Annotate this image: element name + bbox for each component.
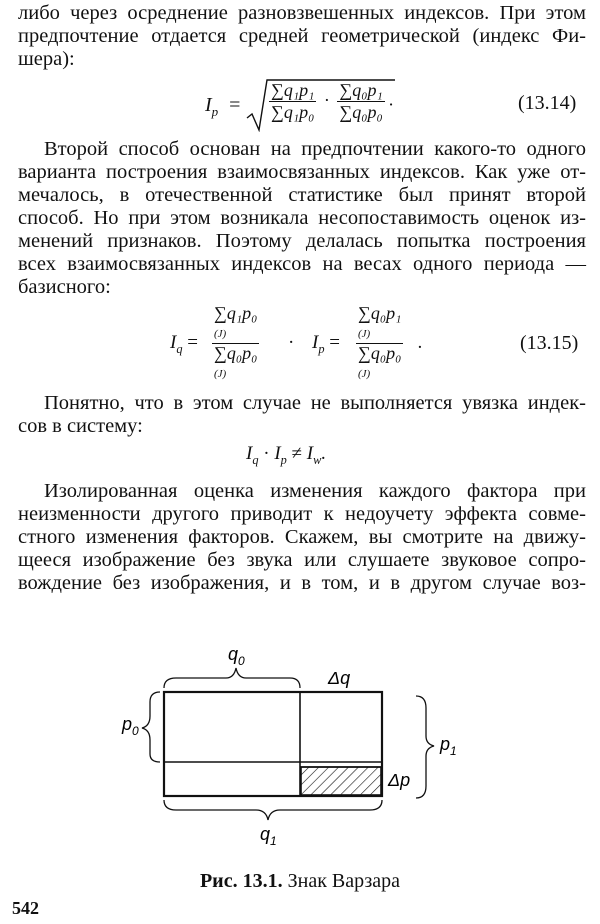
ineq-iw: I	[306, 443, 314, 464]
ip-fraction	[356, 304, 403, 383]
equation-number-13-15: (13.15)	[520, 332, 579, 354]
text-line: неизменности другого приводит к недоучету эффекта совме-	[18, 503, 586, 525]
text-line: Второй способ основан на предпочтении какого-то одного	[44, 138, 586, 160]
text-line: стного изменения факторов. Скажем, вы смотрите на движу-	[18, 526, 586, 548]
paragraph-isolated-estimate	[18, 480, 586, 595]
formula-lhs-sub: p	[211, 104, 219, 119]
label-q0: $q_0$	[228, 644, 245, 668]
formula-eq: =	[229, 94, 241, 116]
left-brace	[142, 692, 160, 762]
text-line: Изолированная оценка изменения каждого фактора при	[44, 480, 586, 502]
iq-eq: =	[187, 332, 198, 353]
formula-tail: .	[418, 332, 423, 353]
label-delta-p: Δp	[388, 770, 411, 790]
paragraph-linkage	[18, 392, 586, 438]
ineq-tail: .	[321, 443, 327, 464]
text-line: предпочтение отдается средней геометрической (индекс Фи-	[18, 25, 586, 47]
ineq-ip-sub: p	[280, 452, 287, 467]
paragraph-second-method	[18, 138, 586, 299]
formula-lhs: I	[205, 94, 212, 116]
inequality	[246, 443, 326, 468]
iq-sub: q	[176, 341, 183, 356]
ineq-iw-sub: w	[313, 452, 322, 467]
bottom-brace	[164, 800, 382, 820]
formula-separator: ·	[288, 332, 295, 353]
right-brace	[416, 696, 434, 798]
label-q1: $q_1$	[260, 824, 277, 848]
caption-prefix: Рис. 13.1.	[199, 870, 283, 892]
iq-symbol: I	[170, 332, 177, 353]
iq-numerator: ∑q₁p₀	[214, 303, 258, 323]
fraction-2-denominator: ∑q₀p₀	[339, 102, 383, 122]
formula-tail: .	[389, 89, 394, 110]
ip-sub: p	[318, 341, 325, 356]
intro-paragraph	[18, 2, 586, 71]
label-p1: $p_1$	[440, 734, 457, 758]
ip-denominator-index: (J)	[358, 368, 371, 380]
fraction-2-numerator: ∑q₀p₁	[339, 80, 383, 100]
label-p0: $p_0$	[122, 714, 139, 738]
text-line: мечалось, в отечественной статистике был принят второй	[18, 184, 586, 206]
formula-dot: ·	[323, 89, 330, 110]
text-line: либо через осреднение разновзвешенных индексов. При этом	[18, 2, 586, 24]
ip-denominator: ∑q₀p₀	[358, 343, 402, 363]
varzar-sign-figure	[0, 640, 600, 865]
fraction-1	[269, 80, 316, 123]
iq-fraction	[212, 304, 259, 383]
hatched-area	[301, 767, 381, 795]
ip-symbol: I	[312, 332, 319, 353]
caption-text: Знак Варзара	[287, 870, 401, 892]
ineq-iq: I	[246, 443, 253, 464]
text-line: варианта построения взаимосвязанных индексов. Как уже от-	[18, 161, 586, 183]
text-line: вождение без изображения, и в том, и в другом случае воз-	[18, 572, 586, 594]
ineq-neq: ≠	[291, 443, 303, 464]
text-line: Понятно, что в этом случае не выполняется увязка индек-	[44, 392, 586, 414]
ip-eq: =	[329, 332, 340, 353]
ineq-dot: ·	[263, 443, 270, 464]
ip-numerator-index: (J)	[358, 328, 371, 340]
fraction-2	[337, 80, 384, 123]
text-line: базисного:	[18, 276, 111, 298]
text-line: менений признаков. Поэтому делалась попытка построения	[18, 230, 586, 252]
text-line: всех взаимосвязанных индексов на весах одного периода —	[18, 253, 586, 275]
text-line: сов в систему:	[18, 415, 143, 437]
top-brace	[164, 668, 300, 688]
text-line: шера):	[18, 48, 75, 70]
iq-denominator-index: (J)	[214, 368, 227, 380]
figure-caption	[0, 870, 600, 893]
ip-numerator: ∑q₀p₁	[358, 303, 402, 323]
fraction-1-denominator: ∑q₁p₀	[271, 102, 315, 122]
ineq-iq-sub: q	[252, 452, 259, 467]
page-number: 542	[12, 898, 39, 918]
text-line: способ. Но при этом возникала несопоставимость оценок из-	[18, 207, 586, 229]
text-line: щееся изображение без звука или слушаете звуковое сопро-	[18, 549, 586, 571]
iq-numerator-index: (J)	[214, 328, 227, 340]
label-delta-q: Δq	[328, 668, 351, 688]
equation-number-13-14: (13.14)	[518, 92, 577, 114]
fraction-1-numerator: ∑q₁p₁	[271, 80, 315, 100]
ineq-ip: I	[274, 443, 281, 464]
iq-denominator: ∑q₀p₀	[214, 343, 258, 363]
